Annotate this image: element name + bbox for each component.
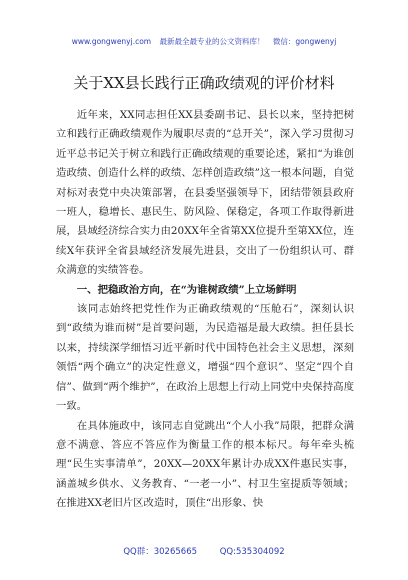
- intro-paragraph: 近年来，XX同志担任XX县委副书记、县长以来，坚持把树立和践行正确政绩观作为履职尽责的“总开关”，深入学习贯彻习近平总书记关于树立和践行正确政绩观的重要论述，紧扣“为谁创造政绩、创造什么样的政绩、怎样创造政绩”这一根本问题，自觉对标对表党中央决策部署，在县委坚强领导下，团结带领县政府一班人，稳增长、惠民生、防风险、保稳定，各项工作取得新进展，县域经济综合实力由20XX年全省第XX位提升至第XX位，连续X年获评全省县域经济发展先进县，交出了一份组织认可、群众满意的实绩答卷。: [56, 109, 354, 277]
- document-body: [56, 106, 354, 514]
- qq-contact: QQ:535304092: [219, 547, 285, 557]
- site-slogan: 最新最全最专业的公文资料库！: [159, 37, 265, 46]
- wechat-id: 微信：gongwenyj: [272, 37, 337, 46]
- section-paragraph: 在具体施政中，该同志自觉跳出“个人小我”局限，把群众满意不满意、答应不答应作为衡量工作的根本标尺。每年牵头梳理“民生实事清单”，20XX—20XX年累计办成XX件惠民实事，涵盖城乡供水、义务教育、“一老一小”、村卫生室提质等领域；在推进XX老旧片区改造时，顶住“出形象、快: [56, 419, 354, 510]
- document-title: 关于XX县长践行正确政绩观的评价材料: [73, 74, 335, 92]
- page-footer: [0, 545, 408, 557]
- site-header: [0, 36, 408, 47]
- section-paragraph: 该同志始终把党性作为正确政绩观的“压舱石”，深刻认识到“政绩为谁而树”是首要问题，为民造福是最大政绩。担任县长以来，持续深学细悟习近平新时代中国特色社会主义思想，深刻领悟“两个确立”的决定性意义，增强“四个意识”、坚定“四个自信”、做到“两个维护”，在政治上思想上行动上同党中央保持高度一致。: [56, 303, 354, 413]
- section-heading: 一、把稳政治方向，在“为谁树政绩”上立场鲜明: [76, 283, 297, 296]
- qq-group: QQ群：30265665: [123, 547, 198, 557]
- site-url[interactable]: www.gongwenyj.com: [71, 37, 152, 46]
